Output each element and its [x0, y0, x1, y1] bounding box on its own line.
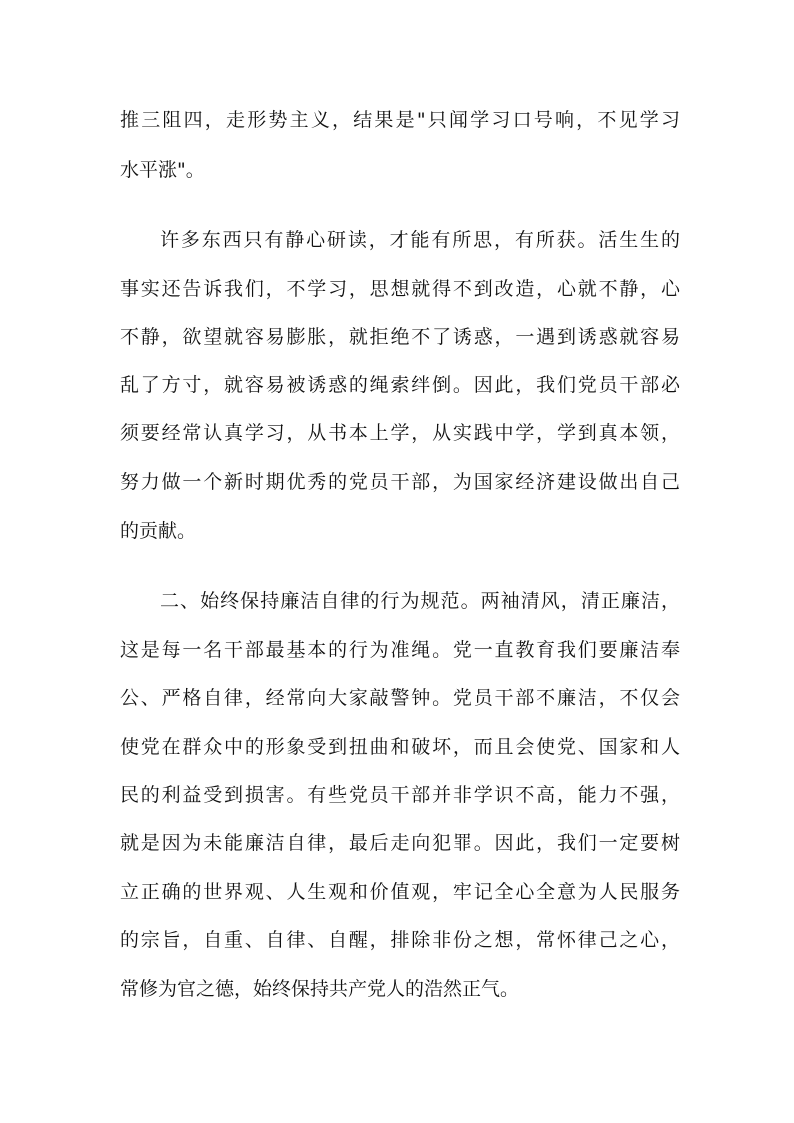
paragraph-1-line-2: 水平涨"。 [120, 159, 205, 181]
paragraph-3-line-2: 这是每一名干部最基本的行为准绳。党一直教育我们要廉洁奉 [120, 639, 680, 661]
paragraph-3-line-4: 使党在群众中的形象受到扭曲和破坏，而且会使党、国家和人 [120, 736, 680, 758]
paragraph-3-line-9: 常修为官之德，始终保持共产党人的浩然正气。 [120, 978, 520, 1000]
paragraph-2-line-1: 许多东西只有静心研读，才能有所思，有所获。活生生的 [160, 229, 680, 251]
paragraph-3-line-8: 的宗旨，自重、自律、自醒，排除非份之想，常怀律己之心， [120, 929, 680, 951]
paragraph-1-line-1: 推三阻四，走形势主义，结果是"只闻学习口号响，不见学习 [120, 109, 680, 131]
paragraph-2-line-2: 事实还告诉我们，不学习，思想就得不到改造，心就不静，心 [120, 278, 680, 300]
paragraph-3-line-1: 二、始终保持廉洁自律的行为规范。两袖清风，清正廉洁， [160, 590, 680, 612]
paragraph-3-line-6: 就是因为未能廉洁自律，最后走向犯罪。因此，我们一定要树 [120, 832, 680, 854]
paragraph-3-line-3: 公、严格自律，经常向大家敲警钟。党员干部不廉洁，不仅会 [120, 687, 680, 709]
paragraph-2-line-3: 不静，欲望就容易膨胀，就拒绝不了诱惑，一遇到诱惑就容易 [120, 326, 680, 348]
paragraph-2-line-7: 的贡献。 [120, 520, 197, 542]
paragraph-2-line-5: 须要经常认真学习，从书本上学，从实践中学，学到真本领， [120, 422, 680, 444]
paragraph-2-line-4: 乱了方寸，就容易被诱惑的绳索绊倒。因此，我们党员干部必 [120, 374, 680, 396]
paragraph-2-line-6: 努力做一个新时期优秀的党员干部，为国家经济建设做出自己 [120, 471, 680, 493]
paragraph-3-line-5: 民的利益受到损害。有些党员干部并非学识不高，能力不强， [120, 784, 680, 806]
paragraph-3-line-7: 立正确的世界观、人生观和价值观，牢记全心全意为人民服务 [120, 881, 680, 903]
